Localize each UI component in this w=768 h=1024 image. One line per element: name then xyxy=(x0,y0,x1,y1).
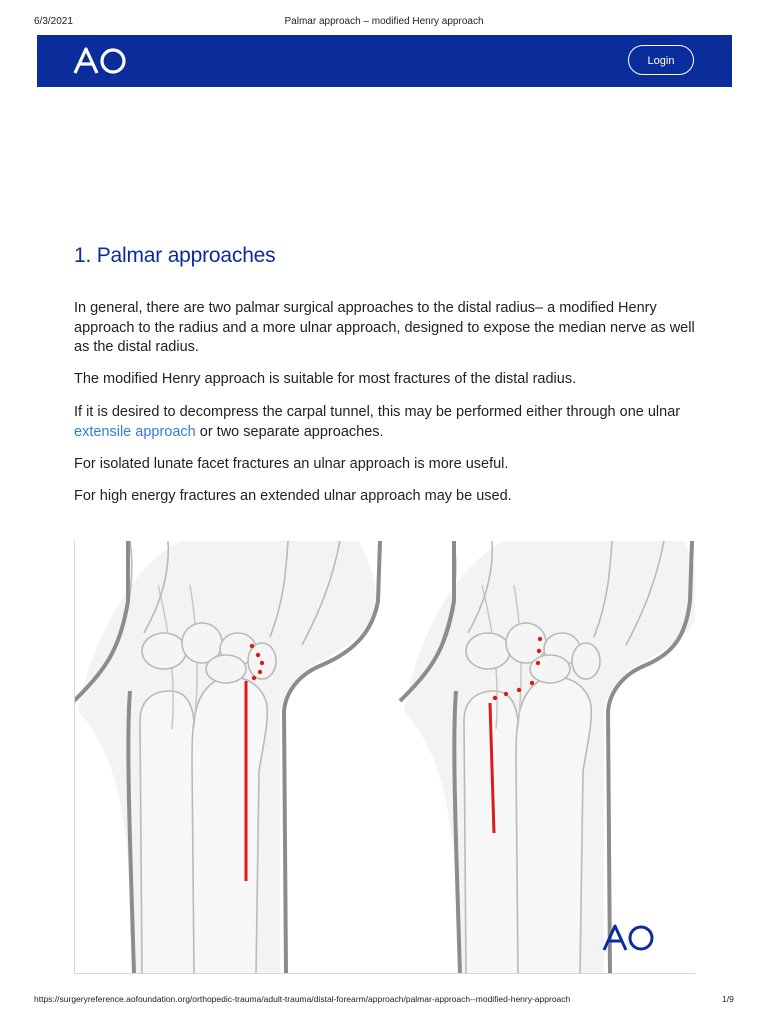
section-title: 1. Palmar approaches xyxy=(74,244,276,267)
ao-logo-icon[interactable] xyxy=(73,47,129,75)
print-date: 6/3/2021 xyxy=(34,16,73,27)
paragraph-text: If it is desired to decompress the carpal tunnel, this may be performed either through one ulnar xyxy=(74,404,681,420)
paragraph-high-energy: For high energy fractures an extended ulnar approach may be used. xyxy=(74,488,512,504)
print-page-number: 1/9 xyxy=(722,994,734,1004)
print-url: https://surgeryreference.aofoundation.org/orthopedic-trauma/adult-trauma/distal-forearm/approach/palmar-approach--modified-henry-approach xyxy=(34,994,571,1004)
figure-border xyxy=(74,973,695,974)
right-wrist-drawing xyxy=(400,541,695,974)
paragraph-text: or two separate approaches. xyxy=(195,423,384,440)
print-header xyxy=(0,16,768,30)
paragraph-modified-henry: The modified Henry approach is suitable for most fractures of the distal radius. xyxy=(74,371,577,387)
login-button[interactable]: Login xyxy=(628,45,694,75)
wrist-illustration-svg xyxy=(74,541,695,974)
wrist-illustration xyxy=(74,541,695,974)
left-wrist-drawing xyxy=(74,541,380,974)
print-title: Palmar approach – modified Henry approach xyxy=(284,16,484,27)
figure-border xyxy=(74,541,75,974)
extensile-approach-link[interactable]: extensile approach xyxy=(74,423,196,440)
paragraph-carpal-tunnel xyxy=(74,403,704,442)
paragraph-lunate-facet: For isolated lunate facet fractures an ulnar approach is more useful. xyxy=(74,456,509,472)
top-navbar xyxy=(37,35,732,87)
paragraph-two-approaches: In general, there are two palmar surgical approaches to the distal radius– a modified Henry approach to the radius and a more ulnar approach, designed to expose the median nerve as well as the distal radius. xyxy=(74,300,695,355)
